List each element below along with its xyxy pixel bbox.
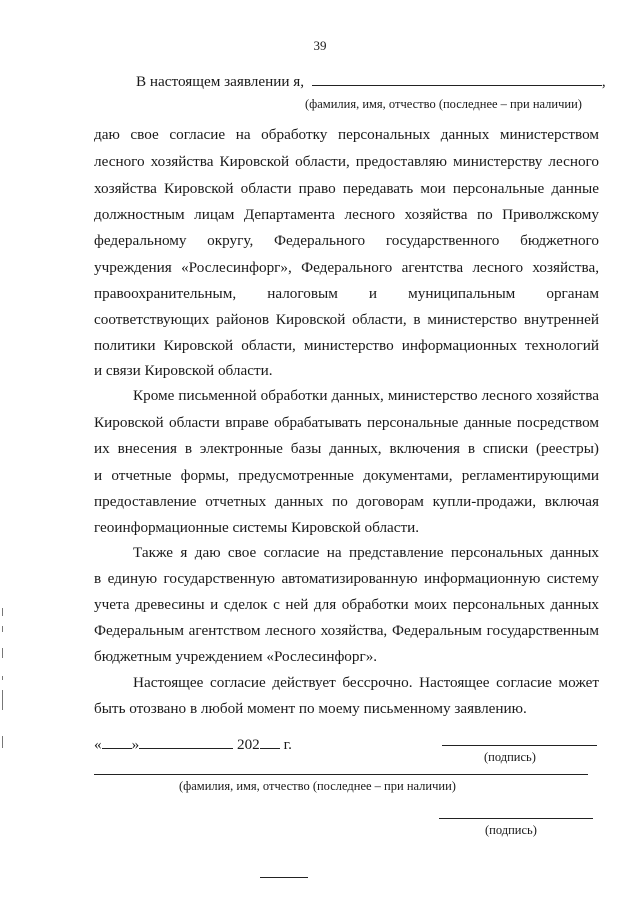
p2-line: Кроме письменной обработки данных, министерство лесного хозяйства bbox=[133, 387, 599, 404]
p1-line: правоохранительным, налоговым и муниципальным органам bbox=[94, 285, 599, 302]
p2-line: предоставление отчетных данных по договорам купли-продажи, включая bbox=[94, 493, 599, 510]
p3-line: в единую государственную автоматизированную информационную систему bbox=[94, 570, 599, 587]
p1-line: должностным лицам Департамента лесного хозяйства по Приволжскому bbox=[94, 206, 599, 223]
p1-line: соответствующих районов Кировской области, в министерство внутренней bbox=[94, 311, 599, 328]
year-blank[interactable] bbox=[260, 734, 280, 749]
p2-line: геоинформационные системы Кировской области. bbox=[94, 519, 420, 536]
p2-line: их внесения в электронные базы данных, включения в списки (реестры) bbox=[94, 440, 599, 457]
margin-mark bbox=[2, 676, 3, 680]
p3-line: Также я даю свое согласие на представление персональных данных bbox=[133, 544, 599, 561]
p1-line: даю свое согласие на обработку персональных данных министерством bbox=[94, 126, 599, 143]
p2-line: и отчетные формы, предусмотренные документами, регламентирующими bbox=[94, 467, 599, 484]
fio-caption-bottom: (фамилия, имя, отчество (последнее – при наличии) bbox=[179, 779, 456, 793]
fio-caption-top: (фамилия, имя, отчество (последнее – при наличии) bbox=[305, 97, 582, 111]
p1-line: учреждения «Рослесинфорг», Федерального агентства лесного хозяйства, bbox=[94, 259, 599, 276]
signature-caption-1: (подпись) bbox=[484, 750, 536, 764]
p1-line: политики Кировской области, министерство информационных технологий bbox=[94, 337, 599, 354]
p1-line: федеральному округу, Федерального государственного бюджетного bbox=[94, 232, 599, 249]
footer-rule bbox=[260, 877, 308, 878]
margin-mark bbox=[2, 648, 3, 658]
quote-close: » bbox=[131, 736, 140, 753]
signature-caption-2: (подпись) bbox=[485, 823, 537, 837]
signature-line-2[interactable] bbox=[439, 818, 593, 819]
p1-line: хозяйства Кировской области право передавать мои персональные данные bbox=[94, 180, 599, 197]
margin-mark bbox=[2, 736, 3, 748]
date-line bbox=[94, 734, 334, 754]
page-number: 39 bbox=[313, 38, 327, 53]
fio-blank[interactable] bbox=[312, 71, 602, 86]
fio-line[interactable] bbox=[94, 774, 588, 775]
intro-line bbox=[94, 71, 606, 91]
quote-open: « bbox=[94, 736, 102, 753]
p2-line: Кировской области вправе обрабатывать персональные данные посредством bbox=[94, 414, 599, 431]
year-prefix: 202 bbox=[236, 736, 260, 753]
year-suffix: г. bbox=[283, 736, 292, 753]
p3-line: бюджетным учреждением «Рослесинфорг». bbox=[94, 648, 378, 665]
p4-line: Настоящее согласие действует бессрочно. Настоящее согласие может bbox=[133, 674, 599, 691]
day-blank[interactable] bbox=[102, 734, 132, 749]
signature-line-1[interactable] bbox=[442, 745, 597, 746]
p3-line: учета древесины и сделок с ней для обработки моих персональных данных bbox=[94, 596, 599, 613]
p4-line: быть отозвано в любой момент по моему письменному заявлению. bbox=[94, 700, 527, 717]
intro-comma: , bbox=[601, 73, 606, 90]
intro-text: В настоящем заявлении я, bbox=[136, 73, 305, 90]
margin-mark bbox=[2, 626, 3, 632]
month-blank[interactable] bbox=[139, 734, 233, 749]
p1-line: и связи Кировской области. bbox=[94, 362, 273, 379]
p3-line: Федеральным агентством лесного хозяйства, Федеральным государственным bbox=[94, 622, 599, 639]
margin-mark bbox=[2, 690, 3, 710]
margin-mark bbox=[2, 608, 3, 616]
p1-line: лесного хозяйства Кировской области, предоставляю министерству лесного bbox=[94, 153, 599, 170]
